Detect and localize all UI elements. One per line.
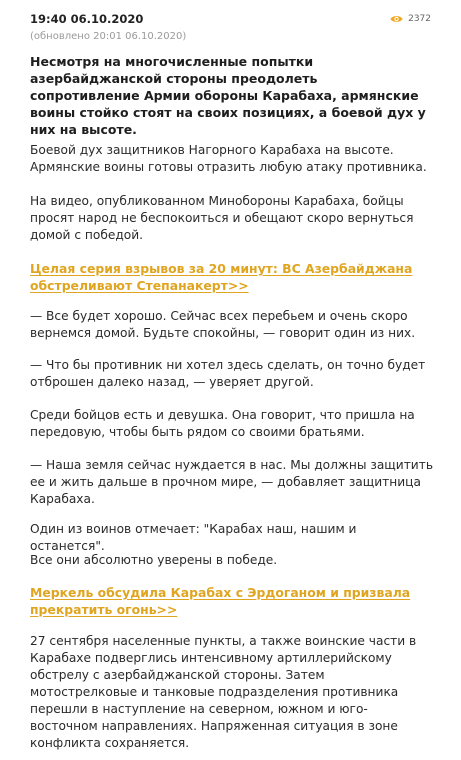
updated-datetime: (обновлено 20:01 06.10.2020) [30,31,187,42]
article-meta [30,12,431,28]
paragraph: Среди бойцов есть и девушка. Она говорит, что пришла на передовую, чтобы быть рядом со своими братьями. [30,408,415,439]
paragraph: — Все будет хорошо. Сейчас всех перебьем и очень скоро вернемся домой. Будьте спокойны, — говорит один из них. [30,309,416,340]
paragraph: — Наша земля сейчас нуждается в нас. Мы должны защитить ее и жить дальше в прочном мире, — добавляет защитница Карабаха. [30,458,434,506]
publish-datetime: 19:40 06.10.2020 [30,12,144,26]
paragraph: 27 сентября населенные пункты, а также воинские части в Карабахе подверглись интенсивному артиллерийскому обстрелу с азербайджанской стороны. Затем мотострелковые и танковые подразделения противника перешли в наступление на северном, южном и юго-восточном направлениях. Напряженная ситуация в зоне конфликта сохраняется. [30,634,417,750]
views-counter [390,13,431,25]
related-link-stepanakert[interactable]: Целая серия взрывов за 20 минут: ВС Азербайджана обстреливают Степанакерт>> [30,261,413,293]
paragraph: На видео, опубликованном Минобороны Карабаха, бойцы просят народ не беспокоиться и обещают скоро вернуться домой с победой. [30,194,414,242]
views-count: 2372 [408,14,431,24]
paragraph: Все они абсолютно уверены в победе. [30,553,278,567]
article-lead: Несмотря на многочисленные попытки азербайджанской стороны преодолеть сопротивление Армии обороны Карабаха, армянские воины стойко стоят на своих позициях, а боевой дух у них на высоте. [30,54,426,137]
related-link-merkel[interactable]: Меркель обсудила Карабах с Эрдоганом и призвала прекратить огонь>> [30,585,411,617]
paragraph: Боевой дух защитников Нагорного Карабаха на высоте. Армянские воины готовы отразить любую атаку противника. [30,143,427,174]
paragraph: — Что бы противник ни хотел здесь сделать, он точно будет отброшен далеко назад, — уверяет другой. [30,358,426,389]
eye-icon [390,14,403,24]
paragraph: Один из воинов отмечает: "Карабах наш, нашим и останется". [30,522,357,553]
